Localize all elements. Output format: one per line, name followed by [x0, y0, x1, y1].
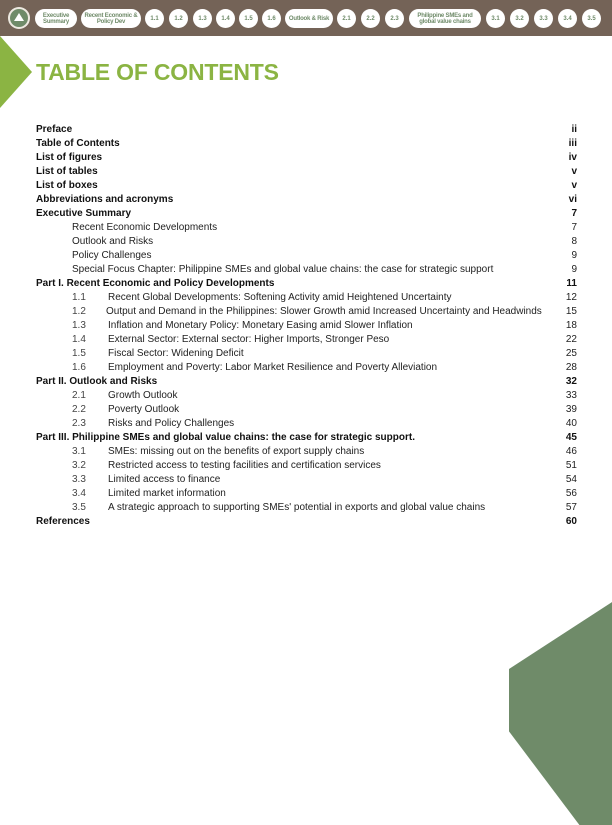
nav-section-3-5[interactable]	[582, 9, 601, 28]
toc-entry-outlook-and-risks[interactable]	[36, 235, 577, 249]
toc-entry-1-6[interactable]	[36, 361, 577, 375]
toc-entry-part-3[interactable]	[36, 431, 577, 445]
nav-section-3-4[interactable]	[558, 9, 577, 28]
toc-page-number: vi	[568, 194, 577, 205]
nav-label: 2.1	[342, 15, 351, 22]
toc-entry-part-1[interactable]	[36, 277, 577, 291]
toc-entry-text: Poverty Outlook	[108, 404, 180, 415]
toc-entry-executive-summary[interactable]	[36, 207, 577, 221]
toc-entry-list-of-figures[interactable]	[36, 151, 577, 165]
toc-page-number: iii	[568, 138, 577, 149]
toc-entry-text: List of boxes	[36, 180, 98, 191]
toc-entry-references[interactable]	[36, 515, 577, 529]
nav-label: 1.3	[198, 15, 207, 22]
toc-page-number: v	[571, 180, 577, 191]
toc-page-number: 15	[565, 306, 577, 317]
toc-entry-3-1[interactable]	[36, 445, 577, 459]
toc-section-number: 1.6	[72, 362, 86, 373]
toc-section-number: 3.1	[72, 446, 86, 457]
toc-page-number: 57	[565, 502, 577, 513]
toc-section-number: 3.4	[72, 488, 86, 499]
toc-entry-3-2[interactable]	[36, 459, 577, 473]
toc-section-number: 1.1	[72, 292, 86, 303]
left-triangle-decoration	[0, 36, 32, 108]
toc-entry-text: SMEs: missing out on the benefits of export supply chains	[108, 446, 365, 457]
toc-page-number: 22	[565, 334, 577, 345]
toc-page-number: 33	[565, 390, 577, 401]
nav-section-1-6[interactable]	[262, 9, 281, 28]
toc-entry-2-1[interactable]	[36, 389, 577, 403]
toc-page-number: ii	[571, 124, 577, 135]
toc-entry-text: Fiscal Sector: Widening Deficit	[108, 348, 244, 359]
nav-section-1-3[interactable]	[193, 9, 212, 28]
toc-entry-text: Policy Challenges	[72, 250, 152, 261]
toc-entry-text: Inflation and Monetary Policy: Monetary Easing amid Slower Inflation	[108, 320, 413, 331]
toc-page-number: 45	[565, 432, 577, 443]
nav-section-1-4[interactable]	[216, 9, 235, 28]
toc-section-number: 1.5	[72, 348, 86, 359]
corner-shape-decoration	[509, 565, 612, 825]
nav-label: 3.1	[491, 15, 500, 22]
toc-entry-list-of-tables[interactable]	[36, 165, 577, 179]
toc-page-number: 11	[566, 278, 577, 289]
toc-entry-text: Executive Summary	[36, 208, 132, 219]
toc-entry-text: Recent Economic Developments	[72, 222, 218, 233]
toc-entry-text: Outlook and Risks	[72, 236, 154, 247]
nav-label: 3.2	[515, 15, 524, 22]
toc-section-number: 2.1	[72, 390, 86, 401]
top-navigation-bar	[0, 0, 612, 36]
nav-section-2-3[interactable]	[385, 9, 404, 28]
toc-entry-text: Recent Global Developments: Softening Activity amid Heightened Uncertainty	[108, 292, 452, 303]
toc-entry-text: Preface	[36, 124, 73, 135]
toc-entry-text: Table of Contents	[36, 138, 120, 149]
nav-label: 1.6	[267, 15, 276, 22]
toc-entry-text: Growth Outlook	[108, 390, 178, 401]
toc-page-number: 46	[565, 446, 577, 457]
toc-entry-2-3[interactable]	[36, 417, 577, 431]
toc-entry-3-3[interactable]	[36, 473, 577, 487]
toc-entry-text: Restricted access to testing facilities and certification services	[108, 460, 381, 471]
toc-page-number: 56	[565, 488, 577, 499]
nav-label: 3.5	[587, 15, 596, 22]
toc-entry-1-5[interactable]	[36, 347, 577, 361]
nav-label: Philippine SMEs and global value chains	[417, 12, 473, 25]
toc-page-number: 18	[565, 320, 577, 331]
toc-section-number: 1.4	[72, 334, 86, 345]
toc-page-number: 39	[565, 404, 577, 415]
nav-label: Outlook & Risk	[288, 15, 330, 22]
toc-page-number: 51	[565, 460, 577, 471]
toc-entry-text: External Sector: External sector: Higher Imports, Stronger Peso	[108, 334, 390, 345]
toc-page-number: 25	[565, 348, 577, 359]
toc-entry-3-4[interactable]	[36, 487, 577, 501]
nav-label: 2.3	[390, 15, 399, 22]
nav-label: Recent Economic & Policy Dev	[84, 12, 138, 25]
nav-section-3-1[interactable]	[486, 9, 505, 28]
nav-philippine-smes[interactable]	[409, 9, 481, 28]
toc-entry-text: A strategic approach to supporting SMEs' potential in exports and global value chains	[108, 502, 486, 513]
toc-entry-special-focus-chapter[interactable]	[36, 263, 577, 277]
toc-page-number: 32	[565, 376, 577, 387]
nav-label: 1.2	[174, 15, 183, 22]
toc-page-number: 54	[565, 474, 577, 485]
toc-section-number: 3.2	[72, 460, 86, 471]
toc-entry-text: Part II. Outlook and Risks	[36, 376, 158, 387]
nav-label: Executive Summary	[42, 12, 70, 25]
toc-page-number: v	[571, 166, 577, 177]
toc-entry-1-2[interactable]	[36, 305, 577, 319]
toc-section-number: 1.2	[72, 306, 86, 317]
nav-section-3-3[interactable]	[534, 9, 553, 28]
nav-label: 3.3	[539, 15, 548, 22]
toc-entry-text: Output and Demand in the Philippines: Slower Growth amid Increased Uncertainty and Headwinds	[106, 306, 542, 317]
nav-label: 1.1	[150, 15, 159, 22]
toc-entry-text: Special Focus Chapter: Philippine SMEs and global value chains: the case for strategic support	[72, 264, 494, 275]
home-up-arrow-icon[interactable]	[8, 7, 30, 29]
toc-section-number: 3.5	[72, 502, 86, 513]
nav-section-1-1[interactable]	[145, 9, 164, 28]
toc-entry-text: Risks and Policy Challenges	[108, 418, 235, 429]
toc-entry-2-2[interactable]	[36, 403, 577, 417]
toc-entry-policy-challenges[interactable]	[36, 249, 577, 263]
nav-label: 2.2	[366, 15, 375, 22]
toc-entry-1-4[interactable]	[36, 333, 577, 347]
toc-entry-text: Employment and Poverty: Labor Market Resilience and Poverty Alleviation	[108, 362, 438, 373]
toc-page-number: 40	[565, 418, 577, 429]
nav-executive-summary[interactable]	[35, 9, 77, 28]
toc-entry-text: References	[36, 516, 90, 527]
toc-entry-text: Limited access to finance	[108, 474, 221, 485]
toc-entry-1-1[interactable]	[36, 291, 577, 305]
toc-entry-1-3[interactable]	[36, 319, 577, 333]
nav-section-2-2[interactable]	[361, 9, 380, 28]
toc-page-number: iv	[568, 152, 577, 163]
nav-recent-economic-policy[interactable]	[81, 9, 141, 28]
nav-section-1-2[interactable]	[169, 9, 188, 28]
toc-page-number: 28	[565, 362, 577, 373]
nav-label: 1.4	[221, 15, 230, 22]
table-of-contents	[36, 123, 577, 529]
toc-page-number: 7	[571, 208, 577, 219]
toc-page-number: 9	[571, 250, 577, 261]
toc-page-number: 7	[571, 222, 577, 233]
toc-entry-text: Limited market information	[108, 488, 226, 499]
toc-section-number: 2.3	[72, 418, 86, 429]
toc-entry-text: Part III. Philippine SMEs and global value chains: the case for strategic support.	[36, 432, 415, 443]
toc-page-number: 60	[565, 516, 577, 527]
toc-section-number: 1.3	[72, 320, 86, 331]
toc-page-number: 12	[565, 292, 577, 303]
toc-entry-text: Abbreviations and acronyms	[36, 194, 174, 205]
nav-section-1-5[interactable]	[239, 9, 258, 28]
toc-entry-text: List of tables	[36, 166, 98, 177]
toc-page-number: 8	[571, 236, 577, 247]
toc-entry-recent-economic-developments[interactable]	[36, 221, 577, 235]
nav-outlook-risk[interactable]	[285, 9, 333, 28]
toc-entry-list-of-boxes[interactable]	[36, 179, 577, 193]
nav-section-2-1[interactable]	[337, 9, 356, 28]
nav-label: 3.4	[563, 15, 572, 22]
toc-entry-table-of-contents[interactable]	[36, 137, 577, 151]
toc-section-number: 3.3	[72, 474, 86, 485]
toc-page-number: 9	[571, 264, 577, 275]
nav-section-3-2[interactable]	[510, 9, 529, 28]
toc-entry-part-2[interactable]	[36, 375, 577, 389]
toc-section-number: 2.2	[72, 404, 86, 415]
nav-label: 1.5	[244, 15, 253, 22]
toc-entry-abbreviations[interactable]	[36, 193, 577, 207]
toc-entry-3-5[interactable]	[36, 501, 577, 515]
toc-entry-text: Part I. Recent Economic and Policy Developments	[36, 278, 275, 289]
toc-entry-text: List of figures	[36, 152, 103, 163]
page-title: TABLE OF CONTENTS	[36, 59, 279, 85]
toc-entry-preface[interactable]	[36, 123, 577, 137]
